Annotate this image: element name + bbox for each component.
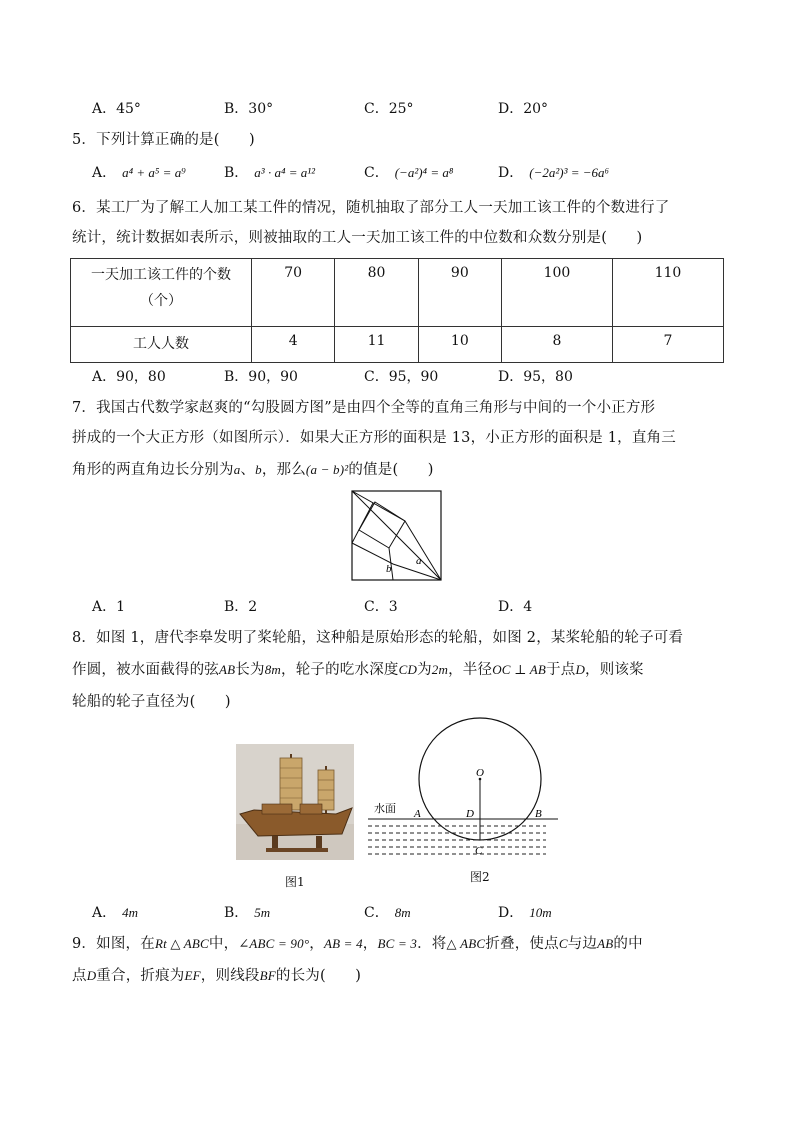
table-cell: 4 xyxy=(252,327,335,363)
q5-option-c-math: (−a²)⁴ = a⁸ xyxy=(394,165,454,180)
q7-math-expr: (a − b)² xyxy=(305,462,349,477)
table-header-line-2: （个） xyxy=(140,293,182,309)
math-2m: 2m xyxy=(431,662,449,677)
q9-line-2: 点D重合，折痕为EF，则线段BF的长为( ) xyxy=(72,968,362,984)
math-rt-abc: Rt △ ABC xyxy=(154,936,209,951)
q7-option-d: D．4 xyxy=(498,599,533,615)
q7-math-b: b xyxy=(255,462,262,477)
math-d: D xyxy=(86,968,97,983)
q7-option-b: B．2 xyxy=(224,599,258,615)
math-ab-4: AB = 4 xyxy=(323,936,363,951)
figure-1-caption: 图1 xyxy=(285,875,305,889)
point-a: A xyxy=(414,808,421,820)
table-cell: 80 xyxy=(335,259,418,327)
water-label: 水面 xyxy=(374,803,396,815)
q8-option-d: D． 10m xyxy=(498,905,552,921)
q6-data-table xyxy=(70,258,724,363)
math-d: D xyxy=(575,662,586,677)
table-cell: 90 xyxy=(418,259,501,327)
q6-option-a: A．90，80 xyxy=(92,369,166,385)
q7-math-a: a xyxy=(233,462,241,477)
q5-option-d: D． (−2a²)³ = −6a⁶ xyxy=(498,165,610,181)
table-cell: 110 xyxy=(612,259,723,327)
math-triangle-abc: △ ABC xyxy=(446,936,486,951)
q8-option-c-math: 8m xyxy=(394,905,411,920)
math-8m: 8m xyxy=(264,662,281,677)
q8-line-2: 作圆，被水面截得的弦AB长为8m，轮子的吃水深度CD为2m，半径OC ⊥ AB于点D，则该桨 xyxy=(72,662,644,678)
math-ab: AB xyxy=(219,662,236,677)
math-c: C xyxy=(558,936,568,951)
q8-option-a-math: 4m xyxy=(122,905,139,920)
math-bc-3: BC = 3 xyxy=(377,936,418,951)
q4-option-b: B．30° xyxy=(224,101,274,117)
q8-line-3: 轮船的轮子直径为( ) xyxy=(72,694,231,710)
table-cell: 7 xyxy=(612,327,723,363)
math-oc-perp-ab: OC ⊥ AB xyxy=(492,662,547,677)
point-o: O xyxy=(476,767,484,779)
table-header-line-1: 一天加工该工件的个数 xyxy=(91,267,231,283)
math-ef: EF xyxy=(184,968,201,983)
q6-line-1: 6．某工厂为了解工人加工某工件的情况，随机抽取了部分工人一天加工该工件的个数进行了 xyxy=(72,200,670,216)
table-cell: 11 xyxy=(335,327,418,363)
q6-line-2: 统计，统计数据如表所示，则被抽取的工人一天加工该工件的中位数和众数分别是( ) xyxy=(72,230,643,246)
q8-option-d-math: 10m xyxy=(529,905,552,920)
zhao-shuang-figure xyxy=(351,490,443,582)
table-cell: 70 xyxy=(252,259,335,327)
ship-photo-figure xyxy=(236,744,354,860)
q6-option-c: C．95，90 xyxy=(364,369,439,385)
math-bf: BF xyxy=(259,968,276,983)
table-row xyxy=(71,259,724,327)
table-header-cell xyxy=(71,259,252,327)
q4-option-a: A．45° xyxy=(92,101,141,117)
figure-2-caption: 图2 xyxy=(470,870,490,884)
table-header-cell: 工人人数 xyxy=(71,327,252,363)
q4-option-d: D．20° xyxy=(498,101,549,117)
math-ab: AB xyxy=(597,936,614,951)
q9-line-1: 9．如图，在Rt △ ABC中，∠ABC = 90°，AB = 4，BC = 3．将△ ABC折叠，使点C与边AB的中 xyxy=(72,936,643,952)
label-a: a xyxy=(416,555,422,567)
table-row xyxy=(71,327,724,363)
q8-option-c: C． 8m xyxy=(364,905,411,921)
q5-stem: 5．下列计算正确的是( ) xyxy=(72,132,255,148)
q8-option-b-math: 5m xyxy=(254,905,271,920)
q5-option-b: B． a³ · a⁴ = a¹² xyxy=(224,165,316,181)
label-b: b xyxy=(386,563,392,575)
q7-line-1: 7．我国古代数学家赵爽的“勾股圆方图”是由四个全等的直角三角形与中间的一个小正方形 xyxy=(72,400,656,416)
q7-option-c: C．3 xyxy=(364,599,398,615)
table-cell: 8 xyxy=(501,327,612,363)
q8-option-b: B． 5m xyxy=(224,905,271,921)
q5-option-d-math: (−2a²)³ = −6a⁶ xyxy=(529,165,610,180)
q8-line-1: 8．如图 1，唐代李皋发明了桨轮船，这种船是原始形态的轮船，如图 2，某桨轮船的轮子可看 xyxy=(72,630,684,646)
q6-option-d: D．95，80 xyxy=(498,369,573,385)
point-b: B xyxy=(535,808,542,820)
q5-option-b-math: a³ · a⁴ = a¹² xyxy=(254,165,316,180)
q5-option-c: C． (−a²)⁴ = a⁸ xyxy=(364,165,454,181)
q4-option-c: C．25° xyxy=(364,101,414,117)
table-cell: 100 xyxy=(501,259,612,327)
math-cd: CD xyxy=(398,662,418,677)
wheel-diagram-figure xyxy=(368,716,558,866)
math-angle-abc: ∠ABC = 90° xyxy=(238,936,310,951)
q7-option-a: A．1 xyxy=(92,599,126,615)
q7-line-3: 角形的两直角边长分别为a、b，那么(a − b)²的值是( ) xyxy=(72,462,434,478)
q8-option-a: A． 4m xyxy=(92,905,139,921)
point-c: C xyxy=(475,845,483,857)
q5-option-a-math: a⁴ + a⁵ = a⁹ xyxy=(122,165,186,180)
table-cell: 10 xyxy=(418,327,501,363)
q7-line-2: 拼成的一个大正方形（如图所示）．如果大正方形的面积是 13，小正方形的面积是 1，直角三 xyxy=(72,430,676,446)
q6-option-b: B．90，90 xyxy=(224,369,298,385)
point-d: D xyxy=(466,808,474,820)
q5-option-a: A． a⁴ + a⁵ = a⁹ xyxy=(92,165,186,181)
